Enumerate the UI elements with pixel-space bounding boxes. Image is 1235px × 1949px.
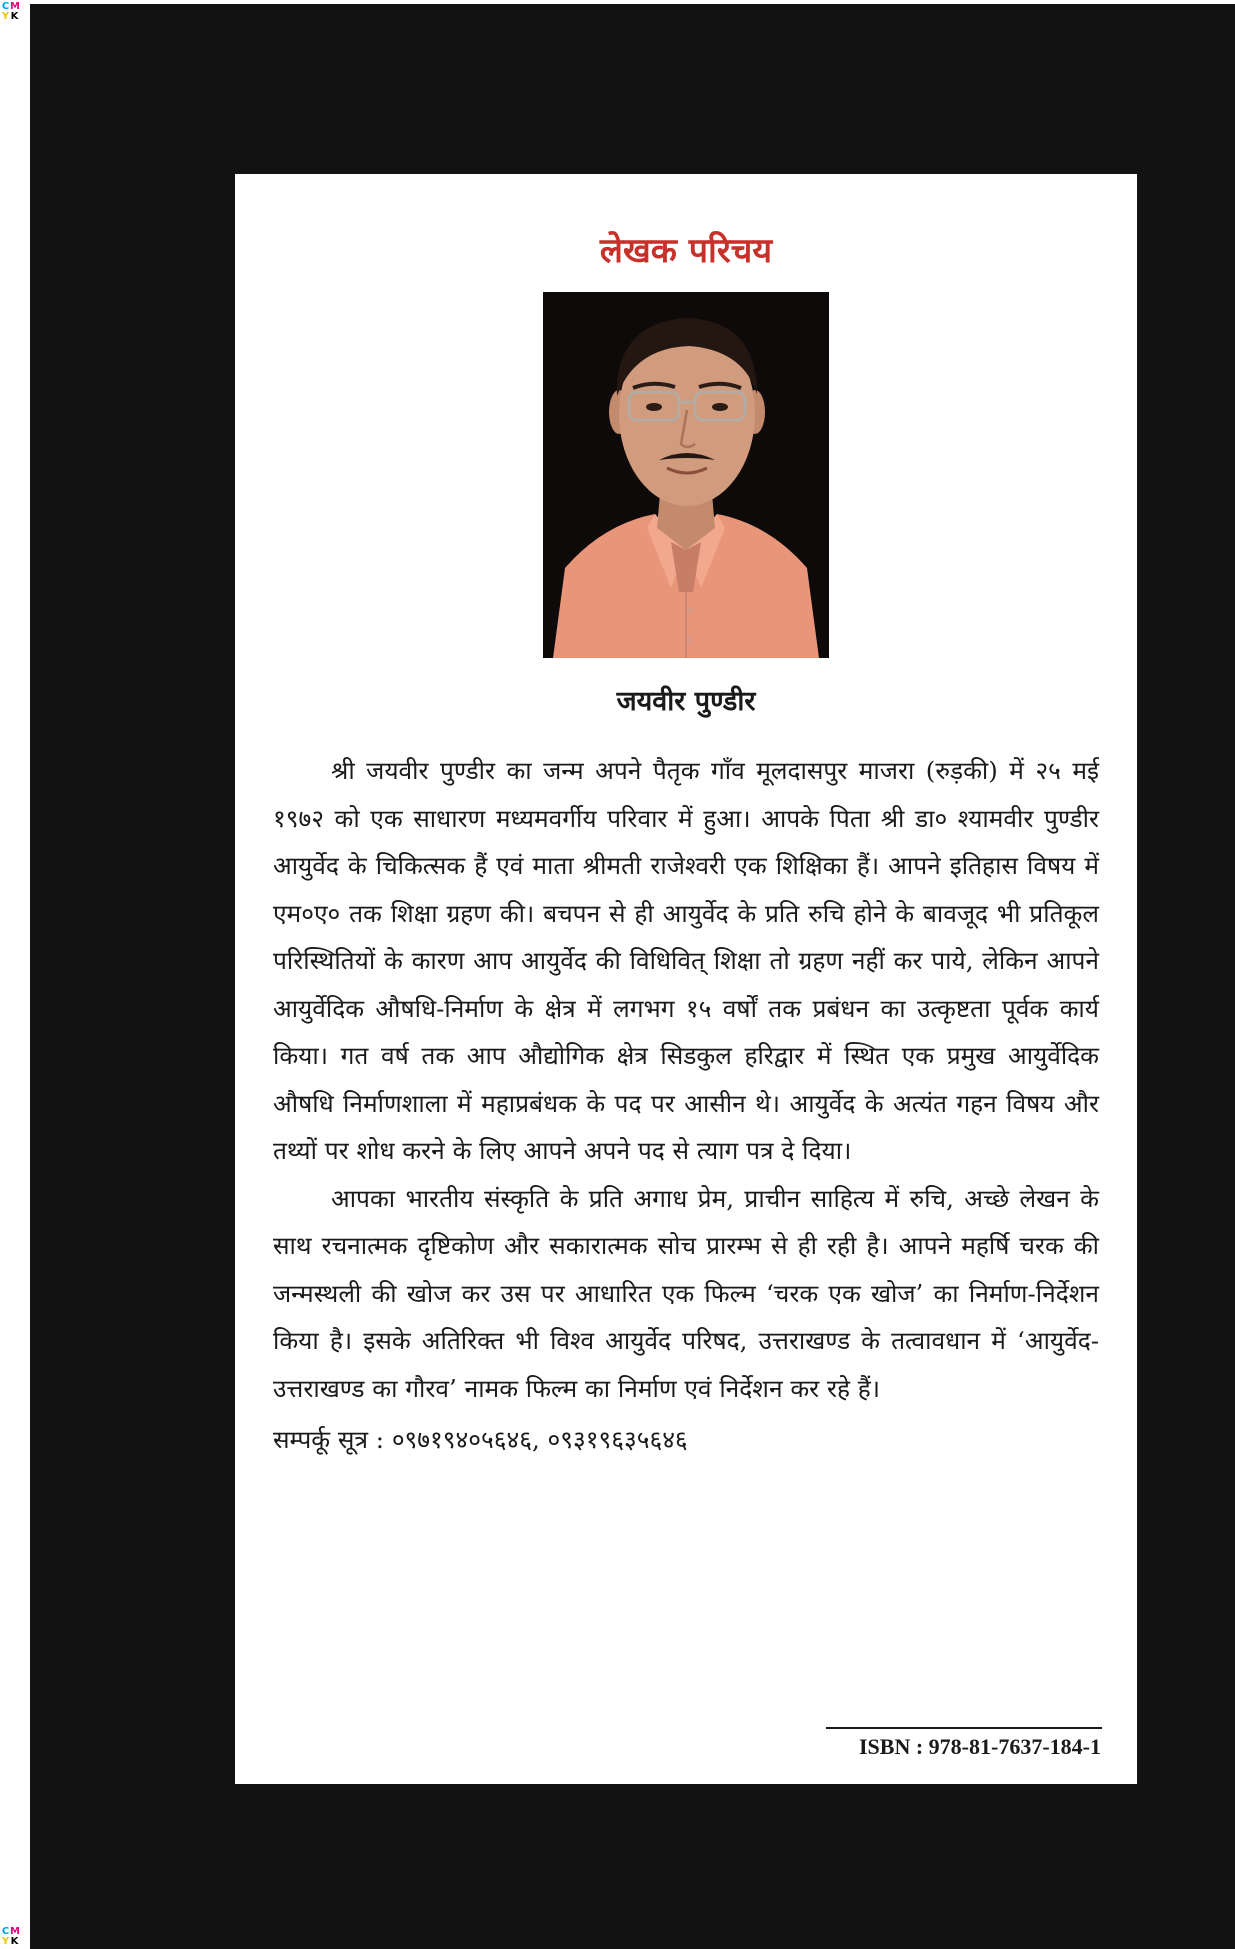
cmyk-k: K bbox=[10, 1936, 19, 1947]
author-portrait-illustration bbox=[543, 292, 829, 658]
cmyk-registration-mark-bottom bbox=[1, 1927, 29, 1947]
isbn-divider bbox=[826, 1727, 1102, 1729]
cmyk-m: M bbox=[10, 1, 20, 12]
cmyk-c: C bbox=[1, 1, 10, 12]
cmyk-registration-mark-top bbox=[1, 2, 29, 22]
author-intro-page bbox=[235, 174, 1137, 1784]
cmyk-k: K bbox=[10, 11, 19, 22]
author-photo bbox=[543, 292, 829, 658]
page-heading: लेखक परिचय bbox=[599, 231, 773, 271]
cmyk-m: M bbox=[10, 1926, 20, 1937]
cmyk-c: C bbox=[1, 1926, 10, 1937]
cmyk-y: Y bbox=[1, 1936, 10, 1947]
biography-paragraph-1: श्री जयवीर पुण्डीर का जन्म अपने पैतृक गाँव मूलदासपुर माजरा (रुड़की) में २५ मई १९७२ को एक साधारण मध्यमवर्गीय परिवार में हुआ। आपके पिता श्री डा० श्यामवीर पुण्डीर आयुर्वेद के चिकित्सक हैं एवं माता श्रीमती राजेश्वरी एक शिक्षिका हैं। आपने इतिहास विषय में एम०ए० तक शिक्षा ग्रहण की। बचपन से ही आयुर्वेद के प्रति रुचि होने के बावजूद भी प्रतिकूल परिस्थितियों के कारण आप आयुर्वेद की विधिवित् शिक्षा तो ग्रहण नहीं कर पाये, लेकिन आपने आयुर्वेदिक औषधि-निर्माण के क्षेत्र में लगभग १५ वर्षों तक प्रबंधन का उत्कृष्टता पूर्वक कार्य किया। गत वर्ष तक आप औद्योगिक क्षेत्र सिडकुल हरिद्वार में स्थित एक प्रमुख आयुर्वेदिक औषधि निर्माणशाला में महाप्रबंधक के पद पर आसीन थे। आयुर्वेद के अत्यंत गहन विषय और तथ्यों पर शोध करने के लिए आपने अपने पद से त्याग पत्र दे दिया। bbox=[273, 756, 1099, 1165]
biography-paragraph-2: आपका भारतीय संस्कृति के प्रति अगाध प्रेम, प्राचीन साहित्य में रुचि, अच्छे लेखन के साथ रचनात्मक दृष्टिकोण और सकारात्मक सोच प्रारम्भ से ही रही है। आपने महर्षि चरक की जन्मस्थली की खोज कर उस पर आधारित एक फिल्म ‘चरक एक खोज’ का निर्माण-निर्देशन किया है। इसके अतिरिक्त भी विश्व आयुर्वेद परिषद, उत्तराखण्ड के तत्वावधान में ‘आयुर्वेद-उत्तराखण्ड का गौरव’ नामक फिल्म का निर्माण एवं निर्देशन कर रहे हैं। bbox=[273, 1183, 1099, 1403]
book-cover-background bbox=[30, 4, 1235, 1949]
cmyk-y: Y bbox=[1, 11, 10, 22]
author-biography bbox=[273, 747, 1099, 1464]
isbn-label: ISBN : 978-81-7637-184-1 bbox=[859, 1734, 1101, 1759]
author-name: जयवीर पुण्डीर bbox=[616, 686, 756, 717]
contact-numbers: सम्पर्कू सूत्र : ०९७१९४०५६४६, ०९३१९६३५६४६ bbox=[273, 1425, 688, 1454]
